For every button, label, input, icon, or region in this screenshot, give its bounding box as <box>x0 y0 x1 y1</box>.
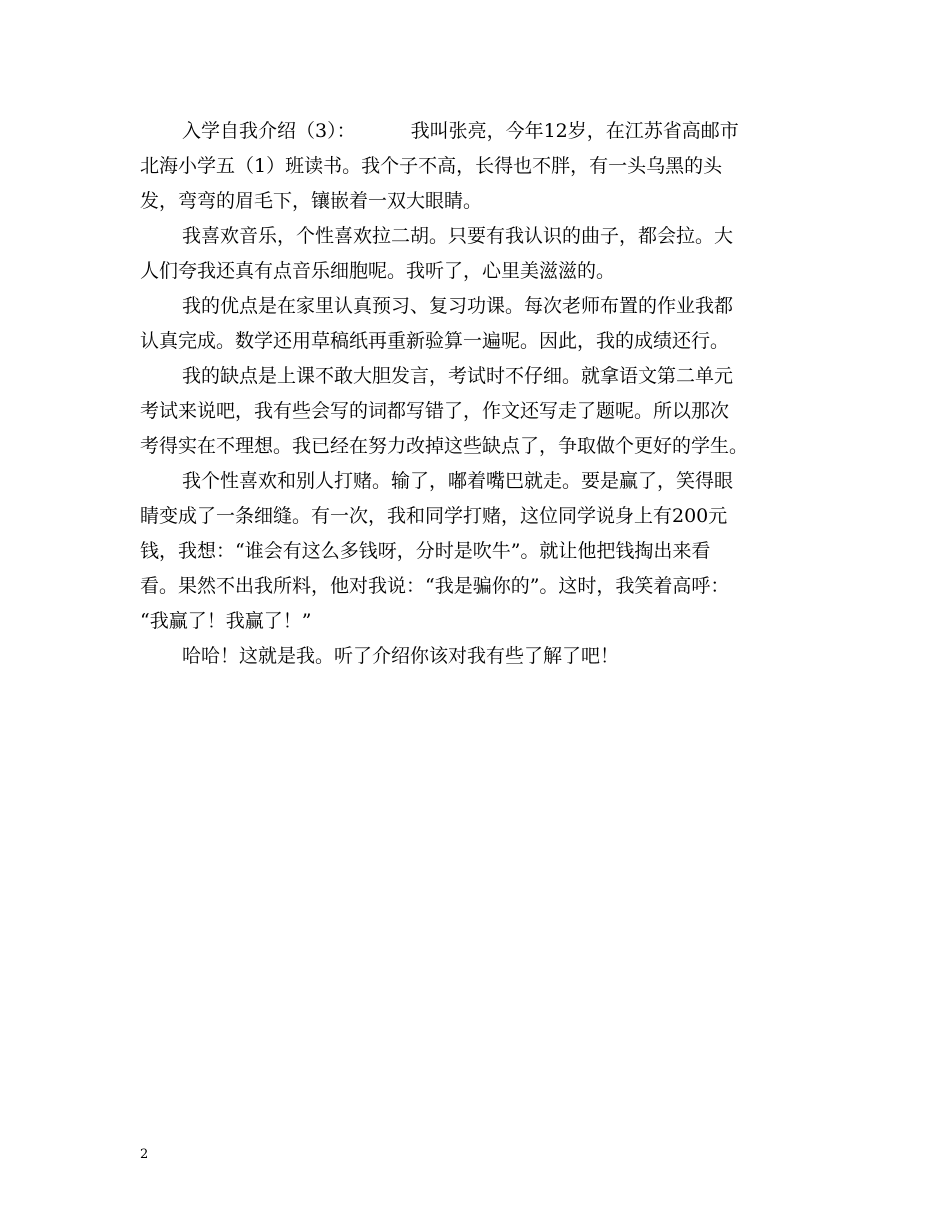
page-number: 2 <box>140 1147 149 1162</box>
text-line: 我的缺点是上课不敢大胆发言，考试时不仔细。就拿语文第二单元 <box>182 365 734 387</box>
text-line: 钱，我想：“谁会有这么多钱呀，分时是吹牛”。就让他把钱掏出来看 <box>140 540 711 562</box>
text-line: 发，弯弯的眉毛下，镶嵌着一双大眼睛。 <box>140 190 483 212</box>
text-line: 我喜欢音乐，个性喜欢拉二胡。只要有我认识的曲子，都会拉。大 <box>182 225 734 247</box>
text-line: 我的优点是在家里认真预习、复习功课。每次老师布置的作业我都 <box>182 295 734 317</box>
body-text <box>140 114 820 674</box>
text-line: 哈哈！这就是我。听了介绍你该对我有些了解了吧！ <box>182 645 620 667</box>
text-line: 我叫张亮，今年12岁，在江苏省高邮市 <box>410 120 739 142</box>
document-heading: 入学自我介绍（3）： <box>182 120 356 142</box>
text-line: 认真完成。数学还用草稿纸再重新验算一遍呢。因此，我的成绩还行。 <box>140 330 730 352</box>
text-line: 北海小学五（1）班读书。我个子不高，长得也不胖，有一头乌黑的头 <box>140 155 723 177</box>
text-line: 人们夸我还真有点音乐细胞呢。我听了，心里美滋滋的。 <box>140 260 616 282</box>
text-line: 睛变成了一条细缝。有一次，我和同学打赌，这位同学说身上有200元 <box>140 505 728 527</box>
paragraph-intro-line-1 <box>140 114 820 149</box>
text-line: 考试来说吧，我有些会写的词都写错了，作文还写走了题呢。所以那次 <box>140 400 730 422</box>
text-line: 我个性喜欢和别人打赌。输了，嘟着嘴巴就走。要是赢了，笑得眼 <box>182 470 734 492</box>
text-line: 考得实在不理想。我已经在努力改掉这些缺点了，争取做个更好的学生。 <box>140 435 749 457</box>
text-line: 看。果然不出我所料，他对我说：“我是骗你的”。这时，我笑着高呼： <box>140 575 730 597</box>
text-line: “我赢了！我赢了！” <box>140 610 312 632</box>
